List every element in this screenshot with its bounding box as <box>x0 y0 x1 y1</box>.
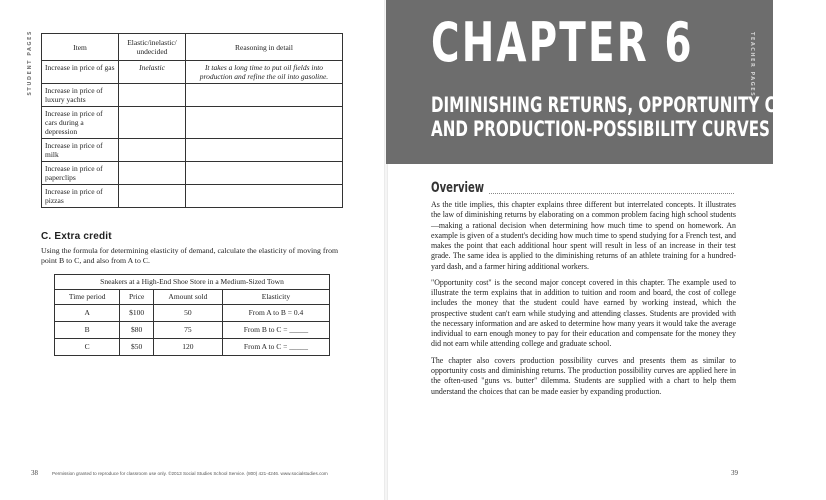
overview-dotted-rule <box>489 193 734 194</box>
overview-paragraph: The chapter also covers production possibility curves and presents them as similar to opportunity costs and diminishing returns. The production possibility curves are applied here in the often-used "guns vs. butter" dilemma. Students are supplied with a chart to help them understand the choices that can be made easier by expanding production. <box>431 355 736 396</box>
elasticity-cell: From B to C = _____ <box>222 321 329 338</box>
chapter-title: CHAPTER 6 <box>431 11 694 74</box>
right-page-number: 39 <box>731 469 738 477</box>
table-caption-row <box>55 275 330 290</box>
elasticity-cell: From A to C = _____ <box>222 338 329 355</box>
price-cell: $100 <box>120 304 154 321</box>
elastic-cell: Inelastic <box>119 61 186 84</box>
overview-body <box>431 200 736 403</box>
table-row <box>55 338 330 355</box>
reasoning-cell <box>186 84 343 107</box>
student-pages-label: STUDENT PAGES <box>27 30 33 96</box>
item-cell: Increase in price of milk <box>42 139 119 162</box>
elasticity-table <box>41 33 343 208</box>
table-header-row <box>42 34 343 61</box>
table-row <box>55 304 330 321</box>
overview-paragraph: "Opportunity cost" is the second major concept covered in this chapter. The example used to illustrate the term explains that in addition to tuition and room and board, the cost of college includes the money that the student could have earned by working instead, which the prospective student can't earn while studying and attending classes. Students are provided with the necessary information and are asked to determine how many years it would take the average individual to earn enough money to pay for their education and compensate for the money they did not earn while attending college and graduate school. <box>431 277 736 349</box>
table-row <box>42 84 343 107</box>
elastic-cell <box>119 162 186 185</box>
permission-notice: Permission granted to reproduce for classroom use only. ©2013 Social Studies School Service. (800) 421-4246. www.socialstudies.com <box>52 471 328 476</box>
amount-cell: 120 <box>153 338 222 355</box>
column-header-amount-sold: Amount sold <box>153 289 222 304</box>
table-row <box>55 321 330 338</box>
reasoning-cell: It takes a long time to put oil fields into production and refine the oil into gasoline. <box>186 61 343 84</box>
item-cell: Increase in price of gas <box>42 61 119 84</box>
column-header-elastic: Elastic/inelastic/ undecided <box>119 34 186 61</box>
column-header-elasticity: Elasticity <box>222 289 329 304</box>
table-header-row <box>55 289 330 304</box>
reasoning-cell <box>186 162 343 185</box>
amount-cell: 50 <box>153 304 222 321</box>
amount-cell: 75 <box>153 321 222 338</box>
elastic-cell <box>119 107 186 139</box>
overview-title: Overview <box>431 180 485 196</box>
price-cell: $80 <box>120 321 154 338</box>
period-cell: C <box>55 338 120 355</box>
elastic-cell <box>119 139 186 162</box>
item-cell: Increase in price of luxury yachts <box>42 84 119 107</box>
sneakers-table-caption: Sneakers at a High-End Shoe Store in a Medium-Sized Town <box>55 275 330 290</box>
chapter-subtitle-line: DIMINISHING RETURNS, OPPORTUNITY COSTS, <box>431 93 826 117</box>
chapter-subtitle <box>431 94 826 141</box>
column-header-reasoning: Reasoning in detail <box>186 34 343 61</box>
period-cell: B <box>55 321 120 338</box>
left-page-number: 38 <box>31 469 38 477</box>
column-header-time-period: Time period <box>55 289 120 304</box>
table-row <box>42 107 343 139</box>
column-header-item: Item <box>42 34 119 61</box>
table-row <box>42 139 343 162</box>
item-cell: Increase in price of paperclips <box>42 162 119 185</box>
extra-credit-instructions: Using the formula for determining elasticity of demand, calculate the elasticity of moving from point B to C, and also from A to C. <box>41 246 339 266</box>
reasoning-cell <box>186 107 343 139</box>
column-header-price: Price <box>120 289 154 304</box>
sneakers-table <box>54 274 330 356</box>
overview-heading <box>431 180 734 198</box>
elasticity-cell: From A to B = 0.4 <box>222 304 329 321</box>
overview-paragraph: As the title implies, this chapter explains three different but interrelated concepts. It illustrates the law of diminishing returns by elaborating on a common problem facing high school students—making a rational decision when determining how much time to spend on homework. An example is given of a student's deciding how much time to spend studying for a French test, and makes the point that each additional hour spent will result in less of an increase in their test grade. The same idea is applied to the diminishing returns of an athlete training for a hundred-yard dash, and a farmer hiring additional workers. <box>431 200 736 271</box>
table-row <box>42 61 343 84</box>
elastic-cell <box>119 185 186 208</box>
elastic-cell <box>119 84 186 107</box>
extra-credit-heading: C. Extra credit <box>41 231 112 242</box>
price-cell: $50 <box>120 338 154 355</box>
table-row <box>42 162 343 185</box>
chapter-subtitle-line: AND PRODUCTION-POSSIBILITY CURVES <box>431 116 770 141</box>
item-cell: Increase in price of cars during a depression <box>42 107 119 139</box>
table-row <box>42 185 343 208</box>
teacher-pages-label: TEACHER PAGES <box>749 32 755 98</box>
reasoning-cell <box>186 185 343 208</box>
reasoning-cell <box>186 139 343 162</box>
item-cell: Increase in price of pizzas <box>42 185 119 208</box>
period-cell: A <box>55 304 120 321</box>
